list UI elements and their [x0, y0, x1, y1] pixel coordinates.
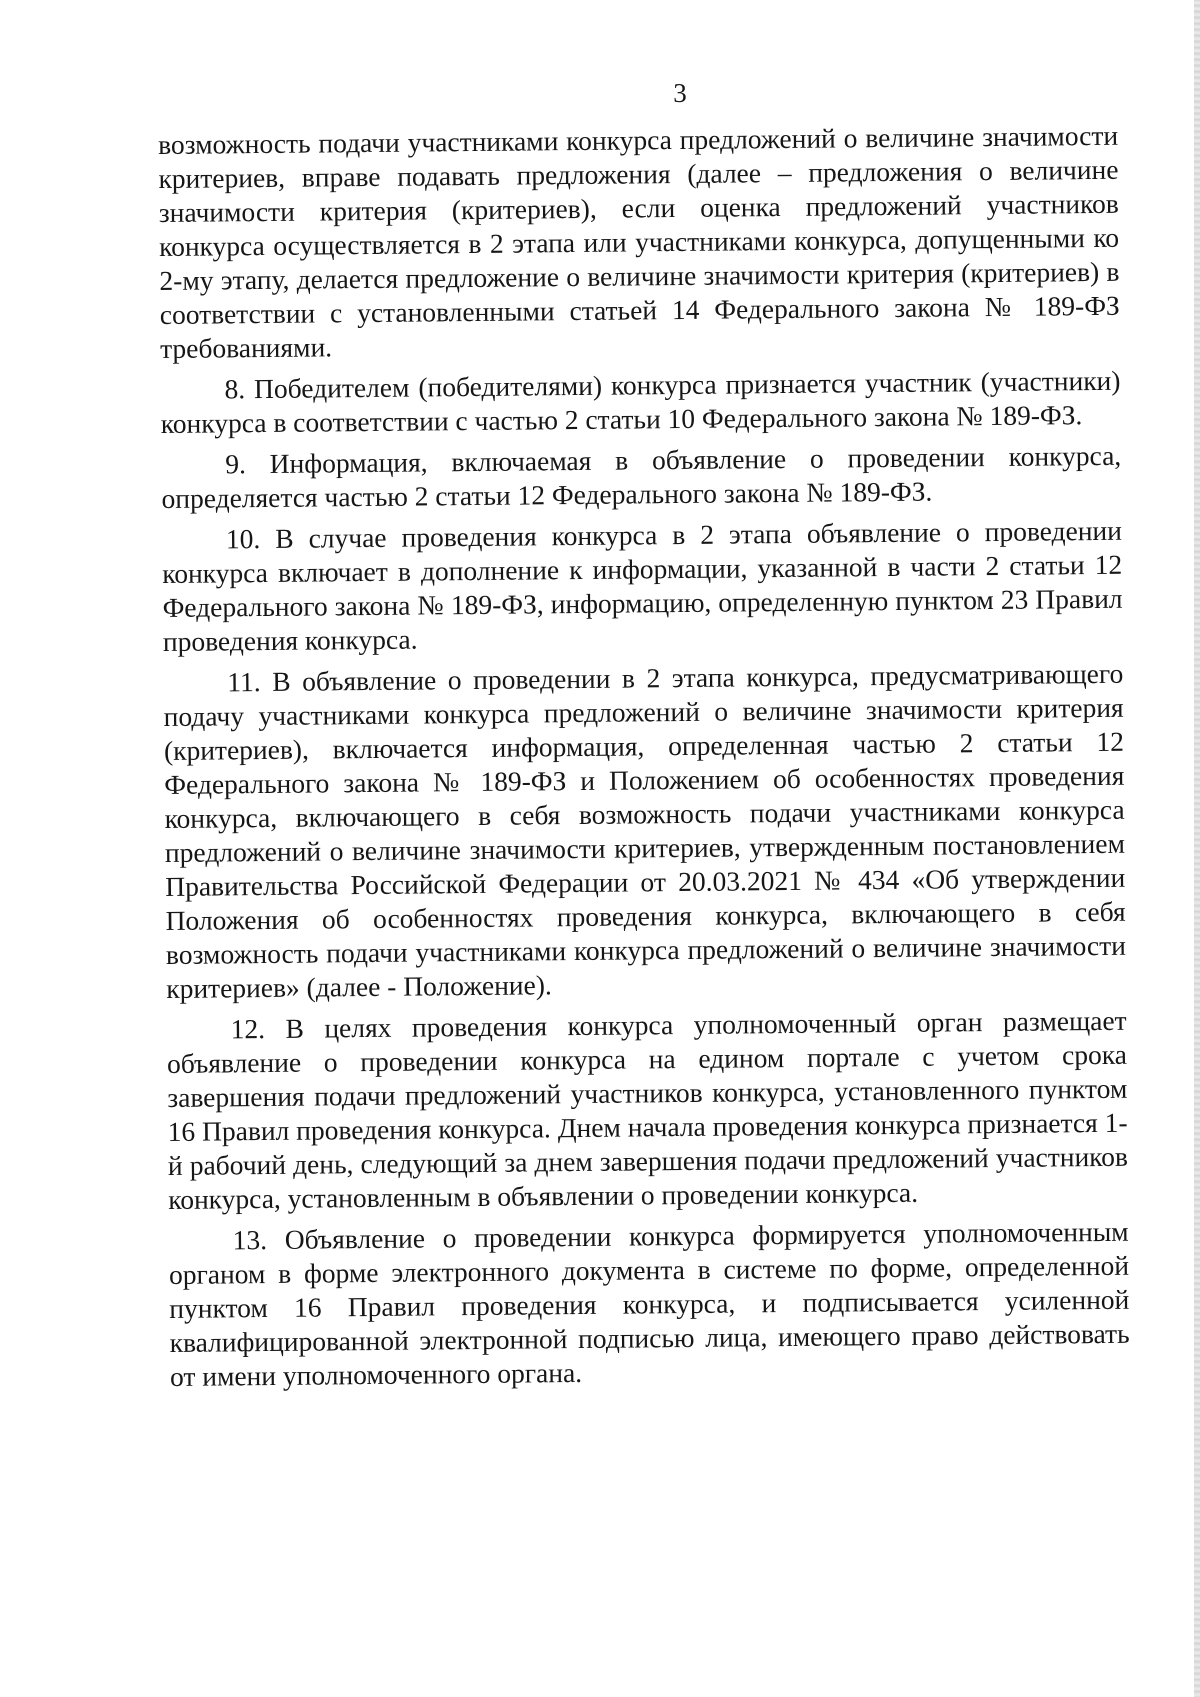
page-number: 3: [673, 78, 687, 108]
paragraph-continuation: возможность подачи участниками конкурса предложений о величине значимости критериев, вправе подавать предложения (далее – предложения о величине значимости критерия (критериев), если оценка предложений участников конкурса осуществляется в 2 этапа или участниками конкурса, допущенными ко 2-му этапу, делается предложение о величине значимости критерия (критериев) в соответствии с установленными статьей 14 Федерального закона № 189-ФЗ требованиями.: [158, 119, 1120, 364]
paragraph-10: 10. В случае проведения конкурса в 2 этапа объявление о проведении конкурса включает в дополнение к информации, указанной в части 2 статьи 12 Федерального закона № 189-ФЗ, информацию, определенную пунктом 23 Правил проведения конкурса.: [162, 514, 1123, 657]
paragraph-13: 13. Объявление о проведении конкурса формируется уполномоченным органом в форме электронного документа в системе по форме, определенной пунктом 16 Правил проведения конкурса, и подписывается усиленной квалифицированной электронной подписью лица, имеющего право действовать от имени уполномоченного органа.: [168, 1215, 1130, 1392]
document-body: [158, 119, 1130, 1401]
scan-edge: [1194, 0, 1200, 1697]
paragraph-11: 11. В объявление о проведении в 2 этапа конкурса, предусматривающего подачу участниками конкурса предложений о величине значимости критерия (критериев), включается информация, определенная частью 2 статьи 12 Федерального закона № 189-ФЗ и Положением об особенностях проведения конкурса, включающего в себя возможность подачи участниками конкурса предложений о величине значимости критериев, утвержденным постановлением Правительства Российской Федерации от 20.03.2021 № 434 «Об утверждении Положения об особенностях проведения конкурса, включающего в себя возможность подачи участниками конкурса предложений о величине значимости критериев» (далее - Положение).: [163, 657, 1127, 1004]
paragraph-9: 9. Информация, включаемая в объявление о проведении конкурса, определяется частью 2 статьи 12 Федерального закона № 189-ФЗ.: [161, 439, 1122, 514]
paragraph-12: 12. В целях проведения конкурса уполномоченный орган размещает объявление о проведении конкурса на едином портале с учетом срока завершения подачи предложений участников конкурса, установленного пунктом 16 Правил проведения конкурса. Днем начала проведения конкурса признается 1-й рабочий день, следующий за днем завершения подачи предложений участников конкурса, установленным в объявлении о проведении конкурса.: [166, 1004, 1129, 1215]
paragraph-8: 8. Победителем (победителями) конкурса признается участник (участники) конкурса в соответствии с частью 2 статьи 10 Федерального закона № 189-ФЗ.: [160, 364, 1121, 439]
